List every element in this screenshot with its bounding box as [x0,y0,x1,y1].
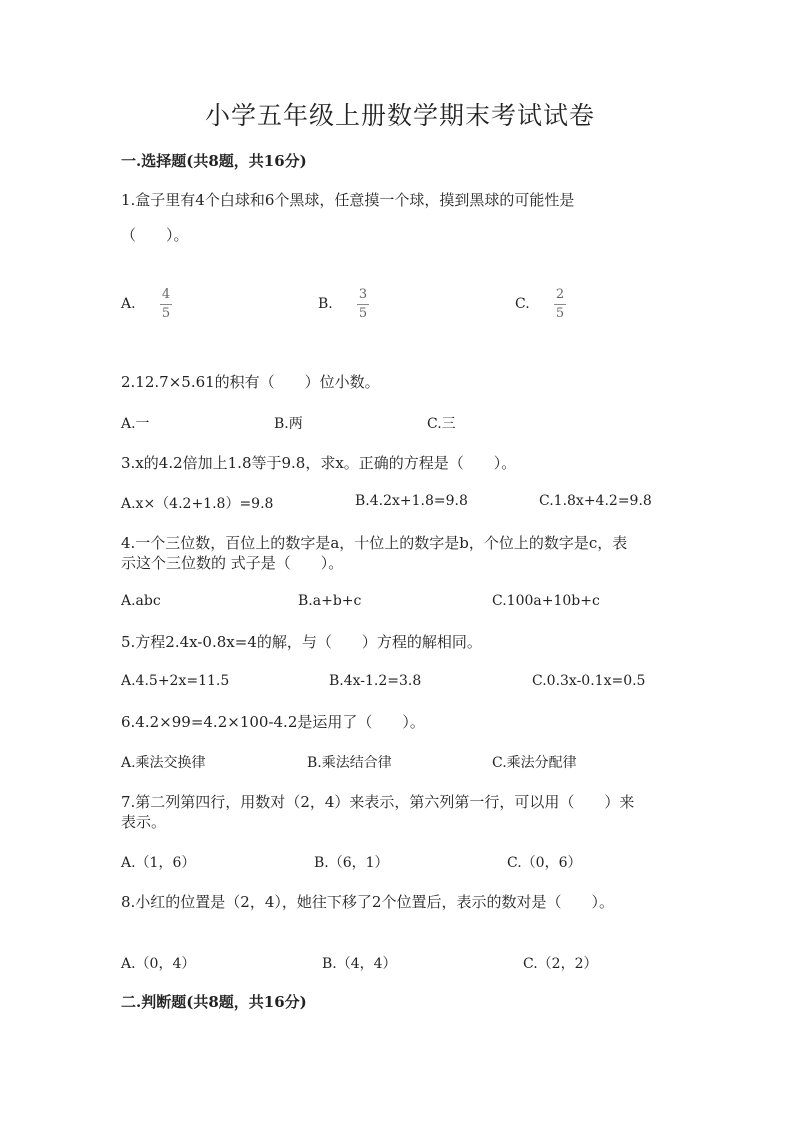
q1-option-b-fraction [357,288,369,321]
page-title: 小学五年级上册数学期末考试试卷 [204,101,595,130]
q6-option-c: C.乘法分配律 [492,755,577,771]
q2-option-c: C.三 [427,416,456,432]
section-heading-choice: 一.选择题(共8题，共16分) [121,152,307,170]
q7-option-c: C.（0，6） [507,855,582,871]
q2-option-b: B.两 [274,416,303,432]
q2-option-a: A.一 [121,416,150,432]
fraction-denominator: 5 [161,306,171,321]
question-1-text-line2: （ ）。 [121,226,189,244]
q5-option-c: C.0.3x-0.1x=0.5 [532,673,646,689]
question-1-text-line1: 1.盒子里有4个白球和6个黑球，任意摸一个球，摸到黑球的可能性是 [121,191,575,209]
q7-option-a: A.（1，6） [121,855,196,871]
fraction-numerator: 2 [555,287,565,302]
q6-option-b: B.乘法结合律 [307,755,392,771]
q4-option-c: C.100a+10b+c [492,593,600,609]
q7-option-b: B.（6，1） [314,855,389,871]
fraction-bar [357,304,369,305]
question-7-text-line2: 表示。 [121,813,167,831]
fraction-denominator: 5 [555,306,565,321]
question-4-text-line1: 4.一个三位数，百位上的数字是a，十位上的数字是b，个位上的数字是c，表 [121,534,628,552]
q4-option-a: A.abc [121,593,161,609]
q5-option-a: A.4.5+2x=11.5 [121,673,230,689]
q1-option-c-fraction [554,288,566,321]
question-7-text-line1: 7.第二列第四行，用数对（2，4）来表示，第六列第一行，可以用（ ）来 [121,793,635,811]
question-4-text-line2: 示这个三位数的 式子是（ ）。 [121,554,344,572]
fraction-bar [160,304,172,305]
question-3-text: 3.x的4.2倍加上1.8等于9.8，求x。正确的方程是（ ）。 [121,454,517,472]
q3-option-c: C.1.8x+4.2=9.8 [539,493,652,509]
fraction-bar [554,304,566,305]
question-5-text: 5.方程2.4x-0.8x=4的解，与（ ）方程的解相同。 [121,633,482,651]
q8-option-a: A.（0，4） [121,956,196,972]
section-heading-judgment: 二.判断题(共8题，共16分) [121,993,307,1011]
question-6-text: 6.4.2×99=4.2×100-4.2是运用了（ ）。 [121,713,425,731]
q4-option-b: B.a+b+c [298,593,362,609]
q1-option-c-label: C. [515,296,530,312]
fraction-numerator: 3 [358,287,368,302]
q5-option-b: B.4x-1.2=3.8 [329,673,422,689]
q3-option-b: B.4.2x+1.8=9.8 [355,493,468,509]
q8-option-b: B.（4，4） [322,956,397,972]
q1-option-a-fraction [160,288,172,321]
q8-option-c: C.（2，2） [523,956,598,972]
question-8-text: 8.小红的位置是（2，4），她往下移了2个位置后，表示的数对是（ ）。 [121,893,614,911]
question-2-text: 2.12.7×5.61的积有（ ）位小数。 [121,373,380,391]
q3-option-a: A.x×（4.2+1.8）=9.8 [121,496,274,512]
q1-option-a-label: A. [121,296,136,312]
q1-option-b-label: B. [318,296,333,312]
q6-option-a: A.乘法交换律 [121,755,206,771]
fraction-denominator: 5 [358,306,368,321]
fraction-numerator: 4 [161,287,171,302]
